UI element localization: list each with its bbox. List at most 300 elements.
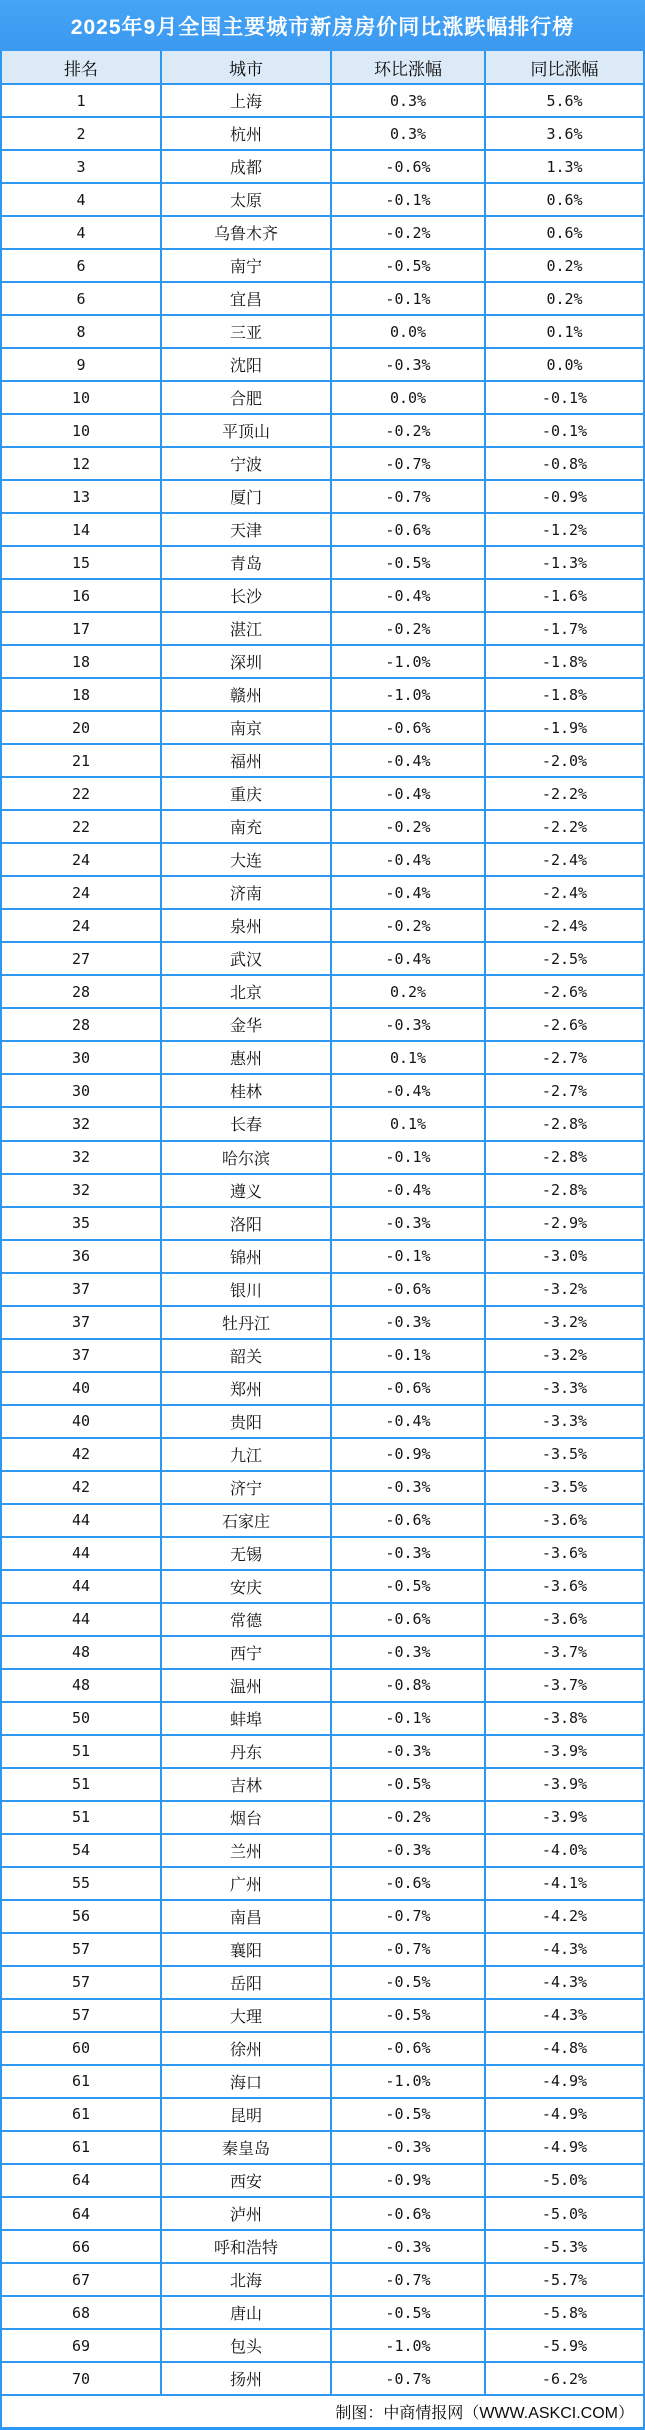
- yoy-change-cell: -2.4%: [486, 844, 643, 875]
- mom-change-cell: -0.3%: [332, 1472, 484, 1503]
- mom-change-cell: 0.2%: [332, 976, 484, 1007]
- rank-cell: 24: [2, 844, 160, 875]
- table-row: [2, 778, 643, 809]
- mom-change-cell: -0.4%: [332, 580, 484, 611]
- rank-cell: 61: [2, 2066, 160, 2097]
- city-cell: 宜昌: [162, 283, 330, 314]
- header-cell-yoy-change: 同比涨幅: [486, 51, 643, 83]
- table-row: [2, 1571, 643, 1602]
- rank-cell: 32: [2, 1175, 160, 1206]
- yoy-change-cell: -3.9%: [486, 1802, 643, 1833]
- yoy-change-cell: 0.6%: [486, 184, 643, 215]
- mom-change-cell: -0.7%: [332, 2363, 484, 2394]
- mom-change-cell: -0.1%: [332, 184, 484, 215]
- mom-change-cell: -0.5%: [332, 547, 484, 578]
- yoy-change-cell: -2.0%: [486, 745, 643, 776]
- table-row: [2, 1472, 643, 1503]
- city-cell: 秦皇岛: [162, 2132, 330, 2163]
- mom-change-cell: -1.0%: [332, 2330, 484, 2361]
- mom-change-cell: -0.2%: [332, 910, 484, 941]
- mom-change-cell: -1.0%: [332, 2066, 484, 2097]
- city-cell: 广州: [162, 1868, 330, 1899]
- table-row: [2, 1406, 643, 1437]
- mom-change-cell: -0.5%: [332, 2099, 484, 2130]
- city-cell: 赣州: [162, 679, 330, 710]
- table-row: [2, 2033, 643, 2064]
- rank-cell: 55: [2, 1868, 160, 1899]
- city-cell: 南充: [162, 811, 330, 842]
- table-row: [2, 1439, 643, 1470]
- city-cell: 海口: [162, 2066, 330, 2097]
- table-row: [2, 118, 643, 149]
- city-cell: 惠州: [162, 1042, 330, 1073]
- table-row: [2, 1108, 643, 1139]
- table-row: [2, 382, 643, 413]
- mom-change-cell: -0.3%: [332, 1208, 484, 1239]
- mom-change-cell: -0.1%: [332, 1241, 484, 1272]
- city-cell: 西宁: [162, 1637, 330, 1668]
- rank-cell: 15: [2, 547, 160, 578]
- rank-cell: 50: [2, 1703, 160, 1734]
- yoy-change-cell: -3.0%: [486, 1241, 643, 1272]
- mom-change-cell: -0.6%: [332, 1505, 484, 1536]
- mom-change-cell: -0.3%: [332, 1538, 484, 1569]
- rank-cell: 51: [2, 1736, 160, 1767]
- table-row: [2, 1736, 643, 1767]
- mom-change-cell: -0.3%: [332, 1835, 484, 1866]
- table-row: [2, 2099, 643, 2130]
- mom-change-cell: -0.6%: [332, 1868, 484, 1899]
- city-cell: 石家庄: [162, 1505, 330, 1536]
- rank-cell: 70: [2, 2363, 160, 2394]
- table-row: [2, 1373, 643, 1404]
- rank-cell: 60: [2, 2033, 160, 2064]
- city-cell: 牡丹江: [162, 1307, 330, 1338]
- mom-change-cell: -0.6%: [332, 2198, 484, 2229]
- mom-change-cell: -0.3%: [332, 1307, 484, 1338]
- yoy-change-cell: -3.6%: [486, 1604, 643, 1635]
- table-row: [2, 2264, 643, 2295]
- city-cell: 泸州: [162, 2198, 330, 2229]
- table-row: [2, 844, 643, 875]
- yoy-change-cell: -3.5%: [486, 1439, 643, 1470]
- yoy-change-cell: -4.3%: [486, 2000, 643, 2031]
- table-row: [2, 1538, 643, 1569]
- mom-change-cell: -0.2%: [332, 415, 484, 446]
- yoy-change-cell: 0.0%: [486, 349, 643, 380]
- rank-cell: 44: [2, 1538, 160, 1569]
- city-cell: 无锡: [162, 1538, 330, 1569]
- yoy-change-cell: -2.8%: [486, 1142, 643, 1173]
- rank-cell: 1: [2, 85, 160, 116]
- rank-cell: 69: [2, 2330, 160, 2361]
- yoy-change-cell: -4.1%: [486, 1868, 643, 1899]
- yoy-change-cell: -1.6%: [486, 580, 643, 611]
- mom-change-cell: -0.3%: [332, 2231, 484, 2262]
- city-cell: 哈尔滨: [162, 1142, 330, 1173]
- yoy-change-cell: -4.9%: [486, 2099, 643, 2130]
- city-cell: 三亚: [162, 316, 330, 347]
- rank-cell: 61: [2, 2132, 160, 2163]
- mom-change-cell: -0.6%: [332, 712, 484, 743]
- table-row: [2, 1505, 643, 1536]
- yoy-change-cell: -3.2%: [486, 1307, 643, 1338]
- rank-cell: 27: [2, 943, 160, 974]
- rank-cell: 67: [2, 2264, 160, 2295]
- rank-cell: 18: [2, 646, 160, 677]
- table-row: [2, 85, 643, 116]
- yoy-change-cell: -0.8%: [486, 448, 643, 479]
- city-cell: 岳阳: [162, 1967, 330, 1998]
- yoy-change-cell: -3.9%: [486, 1736, 643, 1767]
- city-cell: 郑州: [162, 1373, 330, 1404]
- mom-change-cell: -0.1%: [332, 283, 484, 314]
- rank-cell: 28: [2, 976, 160, 1007]
- yoy-change-cell: -4.3%: [486, 1967, 643, 1998]
- rank-cell: 3: [2, 151, 160, 182]
- yoy-change-cell: -5.0%: [486, 2165, 643, 2196]
- yoy-change-cell: -3.6%: [486, 1571, 643, 1602]
- rank-cell: 22: [2, 778, 160, 809]
- yoy-change-cell: -2.5%: [486, 943, 643, 974]
- yoy-change-cell: -4.8%: [486, 2033, 643, 2064]
- city-cell: 丹东: [162, 1736, 330, 1767]
- rank-cell: 24: [2, 877, 160, 908]
- rank-cell: 44: [2, 1505, 160, 1536]
- city-cell: 南宁: [162, 250, 330, 281]
- rank-cell: 40: [2, 1406, 160, 1437]
- table-row: [2, 448, 643, 479]
- city-cell: 蚌埠: [162, 1703, 330, 1734]
- rank-cell: 13: [2, 481, 160, 512]
- table-row: [2, 250, 643, 281]
- table-row: [2, 580, 643, 611]
- mom-change-cell: -0.7%: [332, 1901, 484, 1932]
- table-row: [2, 2165, 643, 2196]
- yoy-change-cell: -3.3%: [486, 1406, 643, 1437]
- city-cell: 大理: [162, 2000, 330, 2031]
- city-cell: 沈阳: [162, 349, 330, 380]
- yoy-change-cell: -4.9%: [486, 2066, 643, 2097]
- mom-change-cell: 0.3%: [332, 85, 484, 116]
- page-title: 2025年9月全国主要城市新房房价同比涨跌幅排行榜: [0, 0, 645, 51]
- rank-cell: 18: [2, 679, 160, 710]
- table-row: [2, 283, 643, 314]
- table-row: [2, 1241, 643, 1272]
- table-row: [2, 316, 643, 347]
- table-row: [2, 2000, 643, 2031]
- rank-cell: 17: [2, 613, 160, 644]
- mom-change-cell: -1.0%: [332, 646, 484, 677]
- table-row: [2, 514, 643, 545]
- rank-cell: 9: [2, 349, 160, 380]
- yoy-change-cell: -5.7%: [486, 2264, 643, 2295]
- city-cell: 包头: [162, 2330, 330, 2361]
- mom-change-cell: -0.7%: [332, 448, 484, 479]
- table-row: [2, 184, 643, 215]
- table-row: [2, 877, 643, 908]
- mom-change-cell: -0.1%: [332, 1703, 484, 1734]
- yoy-change-cell: -2.2%: [486, 811, 643, 842]
- yoy-change-cell: -3.6%: [486, 1505, 643, 1536]
- header-cell-city: 城市: [162, 51, 330, 83]
- table-header-row: [2, 51, 643, 83]
- yoy-change-cell: -3.2%: [486, 1340, 643, 1371]
- yoy-change-cell: -4.2%: [486, 1901, 643, 1932]
- table-row: [2, 2297, 643, 2328]
- yoy-change-cell: -1.7%: [486, 613, 643, 644]
- table-row: [2, 1670, 643, 1701]
- rank-cell: 28: [2, 1009, 160, 1040]
- mom-change-cell: -0.9%: [332, 1439, 484, 1470]
- city-cell: 天津: [162, 514, 330, 545]
- yoy-change-cell: 1.3%: [486, 151, 643, 182]
- table-row: [2, 1901, 643, 1932]
- yoy-change-cell: -3.6%: [486, 1538, 643, 1569]
- yoy-change-cell: -2.6%: [486, 976, 643, 1007]
- table-row: [2, 217, 643, 248]
- table-row: [2, 943, 643, 974]
- table-row: [2, 1967, 643, 1998]
- city-cell: 湛江: [162, 613, 330, 644]
- yoy-change-cell: -2.9%: [486, 1208, 643, 1239]
- yoy-change-cell: -0.1%: [486, 415, 643, 446]
- mom-change-cell: -0.2%: [332, 613, 484, 644]
- mom-change-cell: -0.3%: [332, 1637, 484, 1668]
- table-row: [2, 1142, 643, 1173]
- mom-change-cell: -0.6%: [332, 2033, 484, 2064]
- city-cell: 烟台: [162, 1802, 330, 1833]
- city-cell: 太原: [162, 184, 330, 215]
- mom-change-cell: -0.2%: [332, 217, 484, 248]
- mom-change-cell: -0.6%: [332, 514, 484, 545]
- mom-change-cell: -1.0%: [332, 679, 484, 710]
- yoy-change-cell: 3.6%: [486, 118, 643, 149]
- city-cell: 常德: [162, 1604, 330, 1635]
- rank-cell: 36: [2, 1241, 160, 1272]
- city-cell: 吉林: [162, 1769, 330, 1800]
- mom-change-cell: -0.7%: [332, 481, 484, 512]
- mom-change-cell: -0.1%: [332, 1340, 484, 1371]
- mom-change-cell: -0.6%: [332, 151, 484, 182]
- mom-change-cell: -0.2%: [332, 811, 484, 842]
- rank-cell: 4: [2, 184, 160, 215]
- table-row: [2, 1307, 643, 1338]
- table-row: [2, 2330, 643, 2361]
- yoy-change-cell: -6.2%: [486, 2363, 643, 2394]
- mom-change-cell: 0.3%: [332, 118, 484, 149]
- mom-change-cell: -0.4%: [332, 1175, 484, 1206]
- city-cell: 深圳: [162, 646, 330, 677]
- yoy-change-cell: -3.7%: [486, 1670, 643, 1701]
- table-row: [2, 1637, 643, 1668]
- rank-cell: 16: [2, 580, 160, 611]
- rank-cell: 37: [2, 1340, 160, 1371]
- rank-cell: 6: [2, 250, 160, 281]
- table-row: [2, 481, 643, 512]
- city-cell: 长春: [162, 1108, 330, 1139]
- city-cell: 南京: [162, 712, 330, 743]
- table-row: [2, 1042, 643, 1073]
- table-row: [2, 1769, 643, 1800]
- city-cell: 桂林: [162, 1075, 330, 1106]
- city-cell: 温州: [162, 1670, 330, 1701]
- yoy-change-cell: 0.2%: [486, 250, 643, 281]
- mom-change-cell: 0.0%: [332, 382, 484, 413]
- rank-cell: 32: [2, 1142, 160, 1173]
- rank-cell: 68: [2, 2297, 160, 2328]
- table-row: [2, 1175, 643, 1206]
- rank-cell: 10: [2, 382, 160, 413]
- mom-change-cell: -0.1%: [332, 1142, 484, 1173]
- rank-cell: 21: [2, 745, 160, 776]
- yoy-change-cell: -1.9%: [486, 712, 643, 743]
- table-row: [2, 2198, 643, 2229]
- yoy-change-cell: -2.4%: [486, 910, 643, 941]
- rank-cell: 48: [2, 1670, 160, 1701]
- table-row: [2, 2066, 643, 2097]
- table-row: [2, 349, 643, 380]
- mom-change-cell: -0.3%: [332, 349, 484, 380]
- mom-change-cell: -0.6%: [332, 1373, 484, 1404]
- mom-change-cell: -0.2%: [332, 1802, 484, 1833]
- city-cell: 成都: [162, 151, 330, 182]
- mom-change-cell: -0.5%: [332, 1967, 484, 1998]
- city-cell: 合肥: [162, 382, 330, 413]
- table-row: [2, 712, 643, 743]
- yoy-change-cell: -5.9%: [486, 2330, 643, 2361]
- rank-cell: 57: [2, 2000, 160, 2031]
- yoy-change-cell: -3.3%: [486, 1373, 643, 1404]
- city-cell: 济南: [162, 877, 330, 908]
- rank-cell: 24: [2, 910, 160, 941]
- table-row: [2, 2132, 643, 2163]
- mom-change-cell: -0.8%: [332, 1670, 484, 1701]
- mom-change-cell: -0.5%: [332, 2000, 484, 2031]
- yoy-change-cell: -2.2%: [486, 778, 643, 809]
- mom-change-cell: -0.4%: [332, 844, 484, 875]
- table-row: [2, 1934, 643, 1965]
- table-row: [2, 613, 643, 644]
- mom-change-cell: -0.4%: [332, 877, 484, 908]
- yoy-change-cell: -2.6%: [486, 1009, 643, 1040]
- city-cell: 贵阳: [162, 1406, 330, 1437]
- yoy-change-cell: -4.9%: [486, 2132, 643, 2163]
- table-row: [2, 679, 643, 710]
- rank-cell: 42: [2, 1439, 160, 1470]
- table-row: [2, 1703, 643, 1734]
- yoy-change-cell: -5.8%: [486, 2297, 643, 2328]
- table-row: [2, 1868, 643, 1899]
- rank-cell: 22: [2, 811, 160, 842]
- rank-cell: 57: [2, 1967, 160, 1998]
- yoy-change-cell: 0.1%: [486, 316, 643, 347]
- city-cell: 九江: [162, 1439, 330, 1470]
- rank-cell: 14: [2, 514, 160, 545]
- mom-change-cell: -0.9%: [332, 2165, 484, 2196]
- yoy-change-cell: -1.2%: [486, 514, 643, 545]
- rank-cell: 66: [2, 2231, 160, 2262]
- table-row: [2, 1835, 643, 1866]
- table-row: [2, 1274, 643, 1305]
- yoy-change-cell: -5.0%: [486, 2198, 643, 2229]
- rank-cell: 30: [2, 1042, 160, 1073]
- yoy-change-cell: -3.2%: [486, 1274, 643, 1305]
- city-cell: 襄阳: [162, 1934, 330, 1965]
- table-row: [2, 2363, 643, 2394]
- yoy-change-cell: 5.6%: [486, 85, 643, 116]
- mom-change-cell: -0.4%: [332, 1075, 484, 1106]
- yoy-change-cell: -2.7%: [486, 1042, 643, 1073]
- mom-change-cell: -0.7%: [332, 1934, 484, 1965]
- table-row: [2, 811, 643, 842]
- table-row: [2, 910, 643, 941]
- table-row: [2, 646, 643, 677]
- rank-cell: 8: [2, 316, 160, 347]
- rank-cell: 57: [2, 1934, 160, 1965]
- city-cell: 银川: [162, 1274, 330, 1305]
- city-cell: 兰州: [162, 1835, 330, 1866]
- table-row: [2, 1009, 643, 1040]
- table-row: [2, 151, 643, 182]
- yoy-change-cell: -3.8%: [486, 1703, 643, 1734]
- city-cell: 大连: [162, 844, 330, 875]
- city-cell: 西安: [162, 2165, 330, 2196]
- yoy-change-cell: -3.5%: [486, 1472, 643, 1503]
- yoy-change-cell: -1.8%: [486, 646, 643, 677]
- city-cell: 安庆: [162, 1571, 330, 1602]
- city-cell: 厦门: [162, 481, 330, 512]
- city-cell: 乌鲁木齐: [162, 217, 330, 248]
- city-cell: 锦州: [162, 1241, 330, 1272]
- yoy-change-cell: -4.0%: [486, 1835, 643, 1866]
- city-cell: 北海: [162, 2264, 330, 2295]
- city-cell: 杭州: [162, 118, 330, 149]
- rank-cell: 64: [2, 2165, 160, 2196]
- yoy-change-cell: -3.9%: [486, 1769, 643, 1800]
- table-row: [2, 1075, 643, 1106]
- rank-cell: 64: [2, 2198, 160, 2229]
- table-row: [2, 1802, 643, 1833]
- rank-cell: 51: [2, 1802, 160, 1833]
- city-cell: 呼和浩特: [162, 2231, 330, 2262]
- city-cell: 韶关: [162, 1340, 330, 1371]
- rank-cell: 48: [2, 1637, 160, 1668]
- city-cell: 遵义: [162, 1175, 330, 1206]
- rank-cell: 44: [2, 1571, 160, 1602]
- yoy-change-cell: -0.9%: [486, 481, 643, 512]
- table-row: [2, 2231, 643, 2262]
- rank-cell: 35: [2, 1208, 160, 1239]
- city-cell: 南昌: [162, 1901, 330, 1932]
- yoy-change-cell: -4.3%: [486, 1934, 643, 1965]
- mom-change-cell: -0.6%: [332, 1604, 484, 1635]
- mom-change-cell: -0.4%: [332, 778, 484, 809]
- city-cell: 金华: [162, 1009, 330, 1040]
- yoy-change-cell: -2.8%: [486, 1175, 643, 1206]
- rank-cell: 30: [2, 1075, 160, 1106]
- mom-change-cell: -0.5%: [332, 2297, 484, 2328]
- mom-change-cell: -0.4%: [332, 745, 484, 776]
- city-cell: 济宁: [162, 1472, 330, 1503]
- table-row: [2, 415, 643, 446]
- city-cell: 平顶山: [162, 415, 330, 446]
- rank-cell: 51: [2, 1769, 160, 1800]
- rank-cell: 61: [2, 2099, 160, 2130]
- city-cell: 长沙: [162, 580, 330, 611]
- yoy-change-cell: -1.8%: [486, 679, 643, 710]
- header-cell-rank: 排名: [2, 51, 160, 83]
